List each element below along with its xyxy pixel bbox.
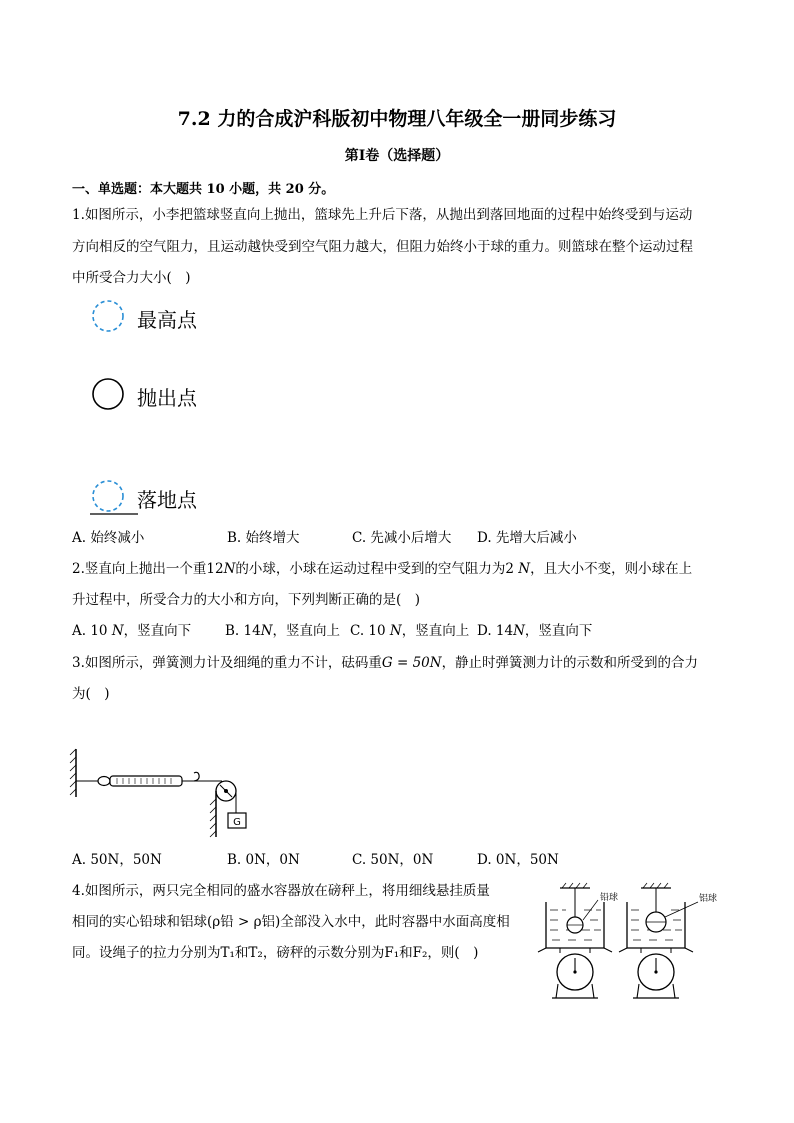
q3-line-1: 3.如图所示，弹簧测力计及细绳的重力不计，砝码重G = 50N，静止时弹簧测力计的示数和所受到的合力 xyxy=(72,655,699,671)
q4-line-1: 4.如图所示，两只完全相同的盛水容器放在磅秤上，将用细线悬挂质量 xyxy=(72,883,490,899)
q3-option-b: B. 0N，0N xyxy=(227,852,300,868)
landing-point-ball xyxy=(93,481,123,511)
throw-point-label: 抛出点 xyxy=(137,386,197,410)
page-title: 7.2 力的合成沪科版初中物理八年级全一册同步练习 xyxy=(177,108,617,130)
q3-option-a: A. 50N，50N xyxy=(72,852,162,868)
q2-line-1: 2.竖直向上抛出一个重12N的小球，小球在运动过程中受到的空气阻力为2 N，且大小不变，则小球在上 xyxy=(72,561,693,577)
spring-scale-diagram xyxy=(70,745,260,840)
right-container-assembly xyxy=(619,883,717,998)
q1-figure xyxy=(90,298,390,520)
q4-line-2: 相同的实心铅球和铝球(ρ铅 > ρ铝)全部没入水中，此时容器中水面高度相 xyxy=(72,914,510,930)
weight-label: G xyxy=(233,817,241,828)
q3-option-c: C. 50N，0N xyxy=(352,852,434,868)
q1-line-3: 中所受合力大小( ) xyxy=(72,270,191,286)
section-heading: 第Ⅰ卷（选择题） xyxy=(344,148,450,164)
left-container-assembly xyxy=(538,883,618,998)
question-type-heading: 一、单选题：本大题共 10 小题，共 20 分。 xyxy=(72,182,335,197)
q4-line-3: 同。设绳子的拉力分别为T₁和T₂，磅秤的示数分别为F₁和F₂，则( ) xyxy=(72,945,479,961)
landing-point-label: 落地点 xyxy=(137,488,197,512)
q1-line-1: 1.如图所示，小李把篮球竖直向上抛出，篮球先上升后下落，从抛出到落回地面的过程中始终受到与运动 xyxy=(72,207,693,223)
q1-option-c: C. 先减小后增大 xyxy=(352,530,452,546)
q3-figure xyxy=(70,745,260,840)
throw-point-ball xyxy=(93,379,123,409)
q3-line-2: 为( ) xyxy=(72,686,110,702)
q1-ball-path-diagram xyxy=(90,298,130,520)
q1-option-b: B. 始终增大 xyxy=(227,530,300,546)
q3-option-d: D. 0N，50N xyxy=(477,852,559,868)
scales-containers-diagram xyxy=(538,880,728,1002)
q2-line-2: 升过程中，所受合力的大小和方向，下列判断正确的是( ) xyxy=(72,592,421,608)
q2-option-c: C. 10 N，竖直向上 xyxy=(350,623,470,639)
highest-point-ball xyxy=(93,301,123,331)
aluminum-ball-label: 铝球 xyxy=(699,894,718,904)
highest-point-label: 最高点 xyxy=(137,308,197,332)
q1-option-a: A. 始终减小 xyxy=(72,530,145,546)
q1-line-2: 方向相反的空气阻力，且运动越快受到空气阻力越大，但阻力始终小于球的重力。则篮球在整个运动过程 xyxy=(72,239,693,255)
q2-option-a: A. 10 N，竖直向下 xyxy=(72,623,192,639)
lead-ball-label: 铅球 xyxy=(600,893,619,903)
q4-figure xyxy=(538,880,728,1002)
q2-option-b: B. 14N，竖直向上 xyxy=(225,623,340,639)
q2-option-d: D. 14N，竖直向下 xyxy=(477,623,593,639)
q1-option-d: D. 先增大后减小 xyxy=(477,530,577,546)
